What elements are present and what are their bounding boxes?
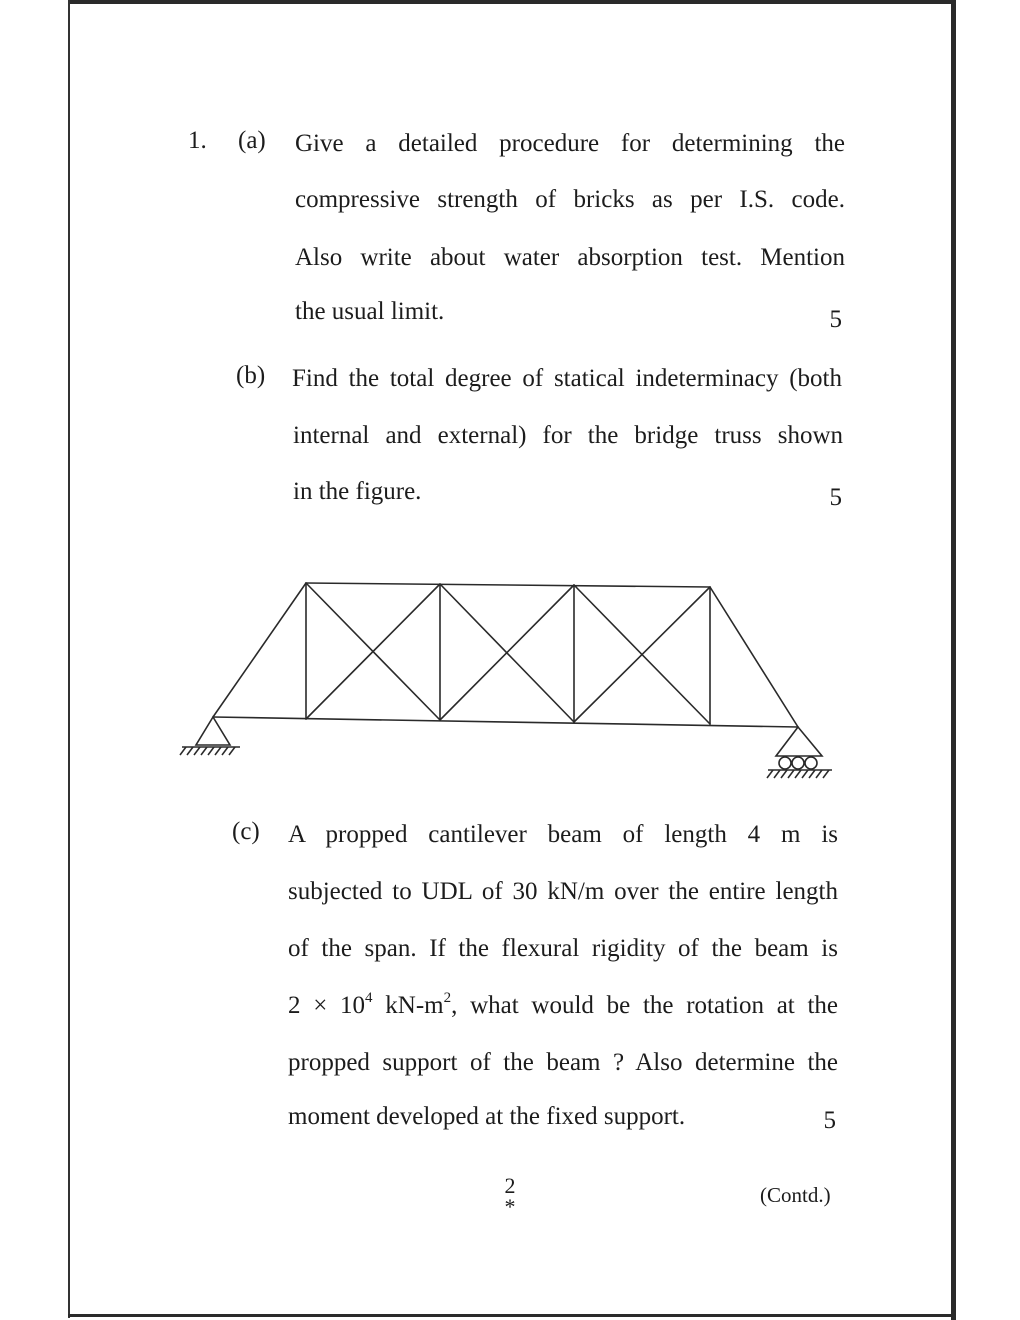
part-a-label: (a) [238,127,266,154]
part-b-marks: 5 [829,484,842,511]
pinned-support-left [180,717,240,755]
continued-label: (Contd.) [760,1183,831,1207]
truss-left-end-post [213,583,306,717]
part-c-line-6: moment developed at the fixed support. [288,1103,686,1130]
part-b-label: (b) [236,362,266,389]
part-b-line-1: Find the total degree of statical indeterminacy (both [292,365,842,392]
part-c-exponent-2: 2 [443,989,452,1006]
part-c-label: (c) [232,818,260,845]
roller-support-right [767,727,832,778]
truss-right-end-post [710,587,798,727]
part-c-line-4 [288,991,838,1021]
truss-top-chord [306,583,710,587]
part-a-marks: 5 [829,306,842,333]
part-c-line-4-post: , what would be the rotation at the [451,992,839,1019]
part-b-line-2: internal and external) for the bridge truss shown [293,422,843,449]
page-border-bottom [68,1314,956,1317]
part-a-line-4: the usual limit. [295,298,445,325]
part-a-line-1: Give a detailed procedure for determining the [295,130,845,157]
footer-asterisk: * [504,1194,516,1219]
part-c-line-1: A propped cantilever beam of length 4 m is [288,821,838,848]
part-b-line-3: in the figure. [293,478,422,505]
page-border-top [68,0,956,4]
page-border-left [68,0,70,1318]
part-c-marks: 5 [823,1107,836,1134]
part-c-line-4-pre: 2 × 10 [288,992,366,1019]
part-a-line-2: compressive strength of bricks as per I.S. code. [295,186,845,213]
page-number: 2 [504,1173,516,1198]
page-border-right [951,0,956,1320]
part-c-line-2: subjected to UDL of 30 kN/m over the entire length [288,878,838,905]
part-c-line-3: of the span. If the flexural rigidity of the beam is [288,935,838,962]
part-c-line-4-mid: kN-m [372,992,444,1019]
part-a-line-3: Also write about water absorption test. Mention [295,244,845,271]
truss-brace-3b [574,587,710,722]
part-c-line-5: propped support of the beam ? Also determine the [288,1049,838,1076]
part-c-exponent-4: 4 [365,989,373,1006]
question-number: 1. [188,127,207,154]
bridge-truss-figure [176,575,840,790]
